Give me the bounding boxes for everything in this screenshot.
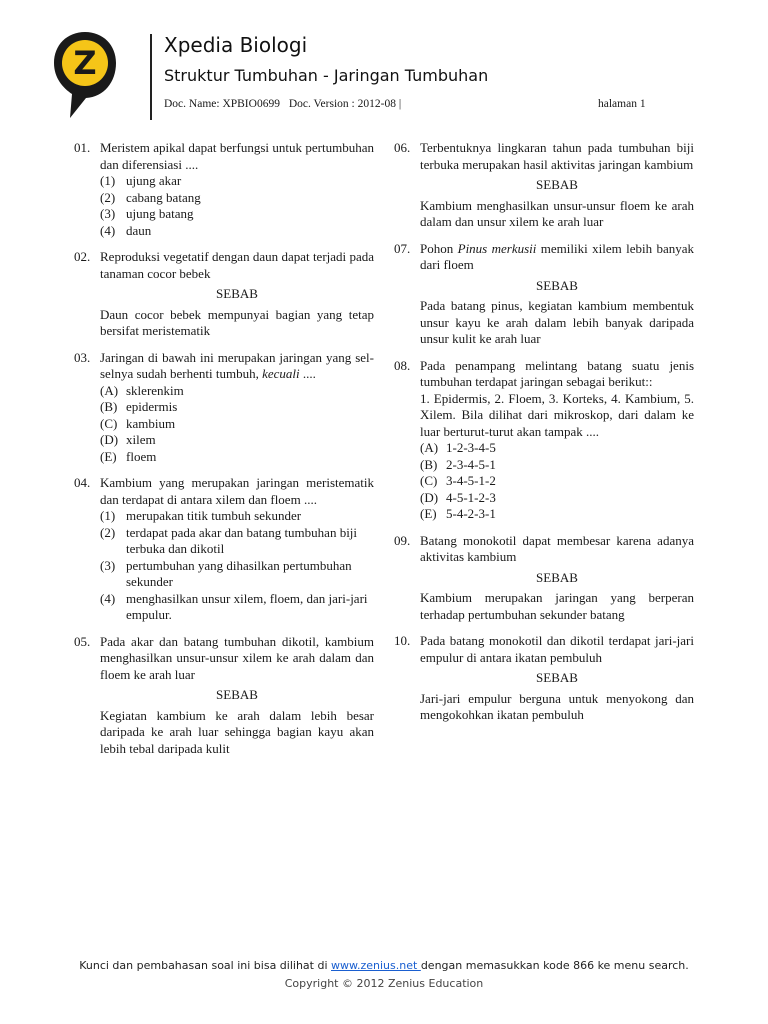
question-number: 09. bbox=[394, 532, 411, 548]
question-09 bbox=[394, 533, 694, 624]
question-number: 10. bbox=[394, 633, 411, 648]
question-number: 05. bbox=[74, 633, 91, 649]
question-02 bbox=[74, 249, 374, 340]
question-reason: Pada batang pinus, kegiatan kambium membentuk unsur kayu ke arah dalam lebih banyak daripada unsur kulit ke arah luar bbox=[420, 298, 694, 346]
footer-note: Kunci dan pembahasan soal ini bisa dilihat di www.zenius.net dengan memasukkan kode 866 ke menu search. bbox=[79, 959, 689, 972]
option: (2) cabang batang bbox=[100, 189, 201, 205]
option: (E) 5-4-2-3-1 bbox=[420, 506, 496, 521]
question-reason: Kegiatan kambium ke arah dalam lebih besar daripada ke arah luar sehingga bagian kayu akan lebih tebal daripada kulit bbox=[100, 707, 374, 756]
option: (4) daun bbox=[100, 222, 152, 238]
option: (B) epidermis bbox=[100, 399, 178, 414]
option: (2) terdapat pada akar dan batang tumbuhan biji terbuka dan dikotil bbox=[100, 524, 358, 556]
zenius-link[interactable]: www.zenius.net bbox=[331, 959, 421, 972]
question-stem: Pohon Pinus merkusii memiliki xilem lebih banyak dari floem bbox=[420, 240, 694, 272]
document-title: Xpedia Biologi bbox=[164, 33, 308, 57]
sebab-label: SEBAB bbox=[536, 277, 578, 293]
logo-letter: Z bbox=[73, 44, 97, 82]
question-number: 06. bbox=[394, 140, 411, 155]
question-03 bbox=[74, 350, 374, 466]
question-reason: Kambium menghasilkan unsur-unsur floem ke arah dalam dan unsur xilem ke arah luar bbox=[420, 197, 694, 229]
question-reason: Daun cocor bebek mempunyai bagian yang tetap bersifat meristematik bbox=[100, 306, 374, 338]
question-stem: Batang monokotil dapat membesar karena adanya aktivitas kambium bbox=[420, 532, 694, 564]
question-number: 08. bbox=[394, 357, 411, 373]
copyright: Copyright © 2012 Zenius Education bbox=[284, 977, 484, 990]
option: (C) 3-4-5-1-2 bbox=[420, 473, 496, 488]
question-stem-continued: 1. Epidermis, 2. Floem, 3. Korteks, 4. Kambium, 5. Xilem. Bila dilihat dari mikroskop, dari dalam ke luar berturut-turut akan tampak .... bbox=[420, 390, 694, 439]
question-stem: Pada batang monokotil dan dikotil terdapat jari-jari empulur di antara ikatan pembuluh bbox=[420, 633, 694, 665]
doc-version: Doc. Version : 2012-08 | bbox=[288, 98, 402, 110]
question-number: 02. bbox=[74, 249, 91, 264]
question-01 bbox=[74, 140, 374, 239]
question-stem: Pada akar dan batang tumbuhan dikotil, kambium menghasilkan unsur-unsur xilem ke arah dalam dan floem ke arah luar bbox=[100, 633, 374, 682]
option: (3) ujung batang bbox=[100, 206, 194, 221]
question-04 bbox=[74, 475, 374, 624]
option: (4) menghasilkan unsur xilem, floem, dan jari-jari empulur. bbox=[100, 590, 368, 622]
question-number: 04. bbox=[74, 475, 91, 490]
sebab-label: SEBAB bbox=[536, 569, 578, 585]
question-10 bbox=[394, 633, 694, 724]
sebab-label: SEBAB bbox=[536, 670, 578, 685]
zenius-logo-icon bbox=[52, 30, 118, 120]
left-column bbox=[74, 140, 374, 767]
question-reason: Kambium merupakan jaringan yang berperan terhadap pertumbuhan sekunder batang bbox=[420, 590, 694, 622]
option: (C) kambium bbox=[100, 415, 176, 431]
option: (D) 4-5-1-2-3 bbox=[420, 489, 496, 505]
option: (A) 1-2-3-4-5 bbox=[420, 440, 496, 455]
right-column bbox=[394, 140, 694, 734]
option: (1) merupakan titik tumbuh sekunder bbox=[100, 508, 302, 523]
question-stem: Terbentuknya lingkaran tahun pada tumbuhan biji terbuka merupakan hasil aktivitas jaringan kambium bbox=[420, 140, 694, 172]
option: (D) xilem bbox=[100, 432, 156, 447]
option: (1) ujung akar bbox=[100, 173, 182, 188]
page-number: halaman 1 bbox=[598, 98, 646, 110]
option: (3) pertumbuhan yang dihasilkan pertumbuhan sekunder bbox=[100, 557, 352, 589]
option: (A) sklerenkim bbox=[100, 382, 184, 398]
document-subtitle: Struktur Tumbuhan - Jaringan Tumbuhan bbox=[164, 66, 489, 85]
question-05 bbox=[74, 634, 374, 758]
option: (B) 2-3-4-5-1 bbox=[420, 456, 496, 472]
question-08 bbox=[394, 358, 694, 523]
question-07 bbox=[394, 241, 694, 348]
question-stem: Kambium yang merupakan jaringan meristematik dan terdapat di antara xilem dan floem .... bbox=[100, 475, 374, 507]
question-06 bbox=[394, 140, 694, 231]
question-stem: Reproduksi vegetatif dengan daun dapat terjadi pada tanaman cocor bebek bbox=[100, 249, 374, 281]
doc-name: Doc. Name: XPBIO0699 bbox=[164, 98, 280, 110]
option: (E) floem bbox=[100, 448, 157, 464]
header-divider bbox=[150, 34, 152, 120]
sebab-label: SEBAB bbox=[216, 286, 258, 301]
question-number: 07. bbox=[394, 240, 411, 256]
question-stem: Jaringan di bawah ini merupakan jaringan yang sel-selnya sudah berhenti tumbuh, kecuali .... bbox=[100, 349, 374, 381]
question-number: 01. bbox=[74, 140, 91, 155]
question-reason: Jari-jari empulur berguna untuk menyokong dan mengokohkan ikatan pembuluh bbox=[420, 690, 694, 722]
question-stem: Meristem apikal dapat berfungsi untuk pertumbuhan dan diferensiasi .... bbox=[100, 140, 374, 172]
doc-meta bbox=[164, 98, 407, 110]
question-stem: Pada penampang melintang batang suatu jenis tumbuhan terdapat jaringan sebagai berikut:: bbox=[420, 357, 694, 389]
sebab-label: SEBAB bbox=[216, 687, 258, 702]
question-number: 03. bbox=[74, 349, 91, 365]
sebab-label: SEBAB bbox=[536, 177, 578, 192]
